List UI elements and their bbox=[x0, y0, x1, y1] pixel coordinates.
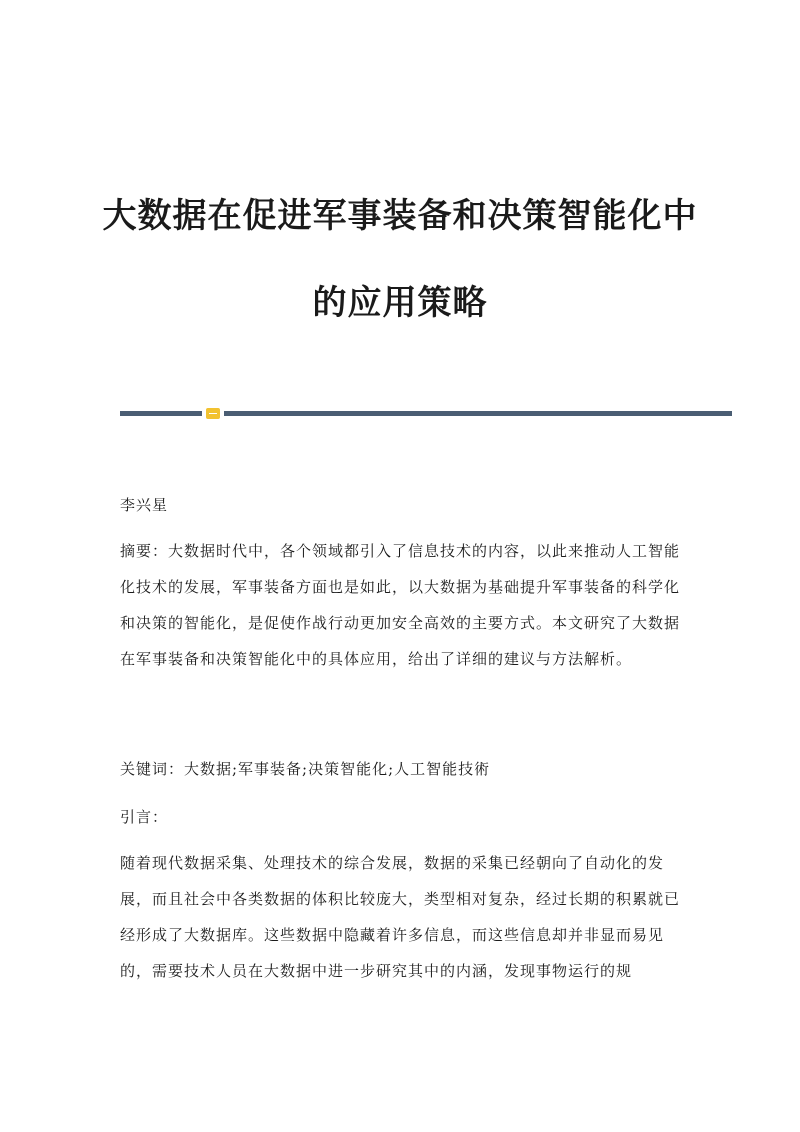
divider-bar-right bbox=[224, 411, 732, 416]
divider-bar-left bbox=[120, 411, 202, 416]
title-divider bbox=[120, 408, 732, 418]
body-paragraph: 随着现代数据采集、处理技术的综合发展，数据的采集已经朝向了自动化的发展，而且社会中各类数据的体积比较庞大，类型相对复杂，经过长期的积累就已经形成了大数据库。这些数据中隐藏着许多信息，而这些信息却并非显而易见的，需要技术人员在大数据中进一步研究其中的内涵，发现事物运行的规 bbox=[120, 854, 681, 980]
keywords-line: 关键词：大数据;军事装备;决策智能化;人工智能技術 bbox=[120, 760, 491, 778]
document-title-line-2: 的应用策略 bbox=[312, 283, 488, 323]
author-name: 李兴星 bbox=[120, 496, 169, 514]
abstract-paragraph: 摘要：大数据时代中，各个领域都引入了信息技术的内容，以此来推动人工智能化技术的发展，军事装备方面也是如此，以大数据为基础提升军事装备的科学化和决策的智能化，是促使作战行动更加安全高效的主要方式。本文研究了大数据在军事装备和决策智能化中的具体应用，给出了详细的建议与方法解析。 bbox=[120, 542, 681, 668]
divider-badge-icon bbox=[206, 408, 220, 419]
intro-heading: 引言： bbox=[120, 808, 169, 826]
document-title-line-1: 大数据在促进军事装备和决策智能化中 bbox=[102, 196, 698, 236]
